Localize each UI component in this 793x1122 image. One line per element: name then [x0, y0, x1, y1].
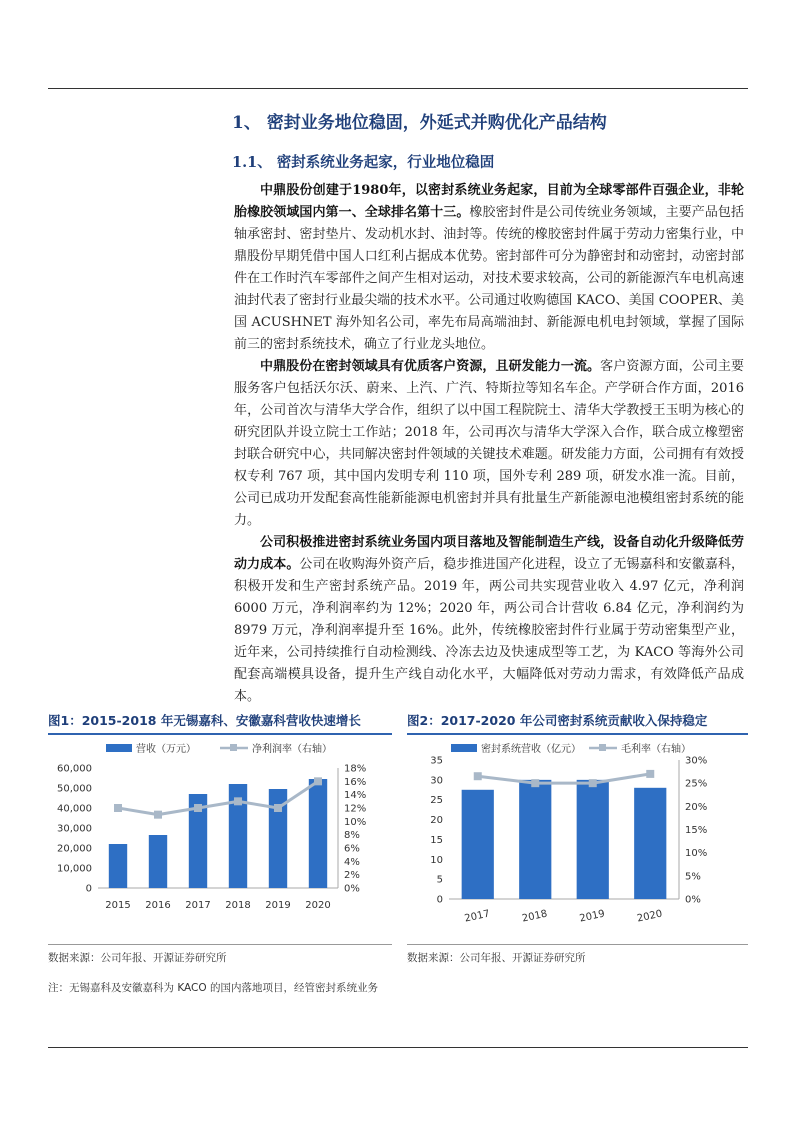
bar — [149, 835, 167, 888]
x-tick-label: 2020 — [305, 900, 331, 911]
y2-tick-label: 30% — [685, 755, 708, 767]
y-tick-label: 10 — [430, 854, 443, 866]
bar — [462, 790, 494, 899]
y-tick-label: 35 — [430, 755, 443, 767]
y2-tick-label: 12% — [344, 803, 367, 815]
y2-tick-label: 8% — [344, 830, 360, 842]
paragraph-1 — [234, 180, 744, 356]
legend-line-marker — [230, 744, 237, 751]
line-point — [646, 770, 654, 778]
line-series — [118, 781, 318, 814]
y-tick-label: 0 — [436, 894, 443, 906]
line-point — [589, 779, 597, 787]
figure2-chart — [407, 736, 748, 942]
legend-bar-label: 营收（万元） — [136, 744, 196, 755]
y2-tick-label: 16% — [344, 776, 367, 788]
legend-bar-label: 密封系统营收（亿元） — [481, 744, 581, 755]
legend-line-label: 净利润率（右轴） — [252, 744, 332, 755]
bar — [577, 780, 609, 899]
x-tick-label: 2017 — [463, 908, 491, 925]
y2-tick-label: 10% — [685, 848, 708, 860]
legend-bar-swatch — [106, 744, 132, 752]
y2-tick-label: 0% — [685, 894, 701, 906]
y-tick-label: 10,000 — [57, 863, 92, 875]
figure2-source: 数据来源：公司年报、开源证券研究所 — [407, 952, 586, 964]
y-tick-label: 50,000 — [57, 783, 92, 795]
y-tick-label: 40,000 — [57, 803, 92, 815]
bar — [309, 779, 327, 888]
section-heading: 1、 密封业务地位稳固，外延式并购优化产品结构 — [232, 113, 607, 133]
y2-tick-label: 0% — [344, 883, 360, 895]
x-tick-label: 2019 — [265, 900, 291, 911]
y-tick-label: 0 — [85, 883, 92, 895]
y-tick-label: 60,000 — [57, 763, 92, 775]
legend-line-marker — [599, 744, 606, 751]
paragraph-3-lead: 公司积极推进密封系统业务国内项目落地及智能制造生产线，设备自动化升级降低劳动力成本。 — [234, 535, 744, 572]
x-tick-label: 2018 — [225, 900, 251, 911]
y-tick-label: 25 — [430, 795, 443, 807]
x-tick-label: 2019 — [578, 908, 606, 925]
y2-tick-label: 6% — [344, 843, 360, 855]
y2-tick-label: 20% — [685, 801, 708, 813]
y2-tick-label: 2% — [344, 870, 360, 882]
header-rule — [48, 88, 748, 89]
y-tick-label: 15 — [430, 834, 443, 846]
y2-tick-label: 15% — [685, 825, 708, 836]
legend-bar-swatch — [451, 744, 477, 752]
x-tick-label: 2015 — [105, 900, 131, 911]
line-point — [314, 777, 322, 785]
x-tick-label: 2018 — [521, 908, 549, 925]
figure1-source: 数据来源：公司年报、开源证券研究所 — [48, 952, 227, 964]
bar — [109, 844, 127, 888]
y-tick-label: 30,000 — [57, 823, 92, 835]
bar — [634, 788, 666, 899]
figure1-bottom-rule — [48, 944, 392, 945]
x-tick-label: 2020 — [636, 908, 664, 925]
y2-tick-label: 10% — [344, 816, 367, 828]
line-point — [234, 797, 242, 805]
y2-tick-label: 14% — [344, 790, 367, 802]
y-tick-label: 30 — [430, 775, 443, 787]
line-series — [478, 774, 651, 783]
y-tick-label: 5 — [436, 874, 443, 886]
paragraph-2-body: 客户资源方面，公司主要服务客户包括沃尔沃、蔚来、上汽、广汽、特斯拉等知名车企。产学研合作方面，2016 年，公司首次与清华大学合作，组织了以中国工程院院士、清华大学教授王玉明为核心的研究团队并设立院士工作站；2018 年，公司再次与清华大学深入合作，联合成立橡塑密封联合研究中心，共同解决密封件领域的关键技术难题。研发能力方面，公司拥有有效授权专利 767 项，其中国内发明专利 110 项，国外专利 289 项，研发水准一流。目前，公司已成功开发配套高性能新能源电机密封并具有批量生产新能源电池模组密封系统的能力。 — [234, 359, 744, 528]
legend-line-label: 毛利率（右轴） — [621, 744, 691, 755]
y2-tick-label: 25% — [685, 778, 708, 790]
figure1-title: 图1：2015-2018 年无锡嘉科、安徽嘉科营收快速增长 — [48, 713, 361, 728]
line-point — [154, 811, 162, 819]
y-tick-label: 20,000 — [57, 843, 92, 855]
paragraph-2 — [234, 356, 744, 532]
bar — [519, 780, 551, 899]
line-point — [114, 804, 122, 812]
line-point — [531, 779, 539, 787]
paragraph-3-body: 公司在收购海外资产后，稳步推进国产化进程，设立了无锡嘉科和安徽嘉科，积极开发和生产密封系统产品。2019 年，两公司共实现营业收入 4.97 亿元，净利润 6000 万元，净利润率约为 12%；2020 年，两公司合计营收 6.84 亿元，净利润约为 8979 万元，净利润率提升至 16%。此外，传统橡胶密封件行业属于劳动密集型产业，近年来，公司持续推行自动检测线、冷冻去边及快速成型等工艺，为 KACO 等海外公司配套高端模具设备，提升生产线自动化水平，大幅降低对劳动力需求，有效降低产品成本。 — [234, 557, 744, 704]
figure1-note: 注：无锡嘉科及安徽嘉科为 KACO 的国内落地项目，经管密封系统业务 — [48, 982, 378, 994]
y2-tick-label: 18% — [344, 763, 367, 775]
x-tick-label: 2017 — [185, 900, 211, 911]
x-tick-label: 2016 — [145, 900, 171, 911]
y2-tick-label: 4% — [344, 856, 360, 868]
paragraph-2-lead: 中鼎股份在密封领域具有优质客户资源，且研发能力一流。 — [260, 359, 601, 374]
footer-rule — [48, 1047, 748, 1048]
line-point — [274, 804, 282, 812]
line-point — [474, 772, 482, 780]
figure2-top-rule — [407, 733, 748, 735]
paragraph-1-body: 橡胶密封件是公司传统业务领域，主要产品包括轴承密封、密封垫片、发动机水封、油封等。传统的橡胶密封件属于劳动力密集行业，中鼎股份早期凭借中国人口红利占据成本优势。密封部件可分为静密封和动密封，动密封部件在工作时汽车零部件之间产生相对运动，对技术要求较高，公司的新能源汽车电机高速油封代表了密封行业最尖端的技术水平。公司通过收购德国 KACO、美国 COOPER、美国 ACUSHNET 海外知名公司，率先布局高端油封、新能源电机电封领域，掌握了国际前三的密封系统技术，确立了行业龙头地位。 — [234, 205, 744, 352]
figure1-top-rule — [48, 733, 392, 735]
figure2-bottom-rule — [407, 944, 748, 945]
paragraph-3 — [234, 532, 744, 708]
figure1-chart — [48, 736, 392, 942]
paragraph-1-lead: 中鼎股份创建于1980年，以密封系统业务起家，目前为全球零部件百强企业，非轮胎橡胶领域国内第一、全球排名第十三。 — [234, 183, 744, 220]
line-point — [194, 804, 202, 812]
y2-tick-label: 5% — [685, 871, 701, 883]
figure2-title: 图2：2017-2020 年公司密封系统贡献收入保持稳定 — [407, 713, 708, 728]
subsection-heading: 1.1、 密封系统业务起家，行业地位稳固 — [232, 154, 495, 171]
y-tick-label: 20 — [430, 815, 443, 827]
